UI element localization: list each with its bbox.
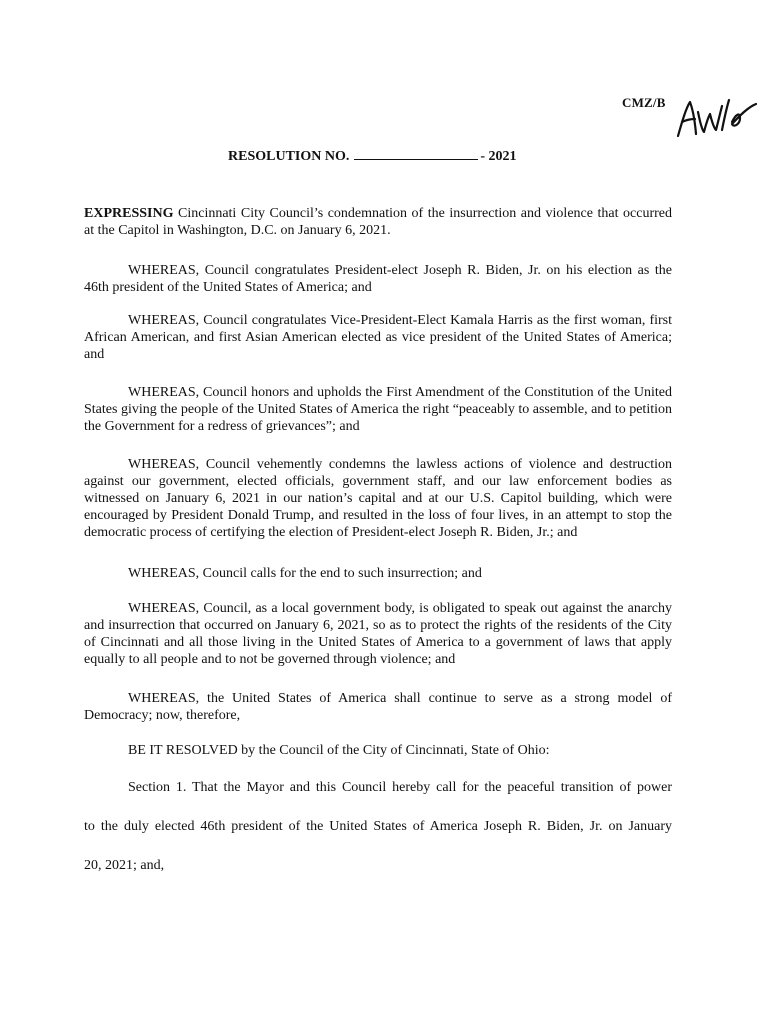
whereas-paragraph-2: WHEREAS, Council congratulates Vice-President-Elect Kamala Harris as the first woman, first African American, and first Asian American elected as vice president of the United States of America; and bbox=[84, 313, 672, 362]
handwritten-initials-signature bbox=[674, 92, 758, 140]
section-1-line-1: Section 1. That the Mayor and this Council hereby call for the peaceful transition of power bbox=[128, 780, 672, 795]
document-code-block bbox=[622, 92, 762, 142]
resolution-title-suffix: - 2021 bbox=[480, 149, 517, 164]
section-1-line-3: 20, 2021; and, bbox=[84, 858, 165, 873]
resolution-title-prefix: RESOLUTION NO. bbox=[228, 149, 350, 164]
expressing-paragraph bbox=[84, 205, 672, 239]
whereas-paragraph-1: WHEREAS, Council congratulates President-elect Joseph R. Biden, Jr. on his election as the 46th president of the United States of America; and bbox=[84, 263, 672, 295]
resolution-title bbox=[228, 147, 517, 165]
expressing-text: Cincinnati City Council’s condemnation of the insurrection and violence that occurred at the Capitol in Washington, D.C. on January 6, 2021. bbox=[84, 206, 672, 238]
whereas-paragraph-4: WHEREAS, Council vehemently condemns the lawless actions of violence and destruction against our government, elected officials, government staff, and our law enforcement bodies as witnessed on January 6, 2021 in our nation’s capital and at our U.S. Capitol building, which were encouraged by President Donald Trump, and resulted in the loss of four lives, in an attempt to stop the democratic process of certifying the election of President-elect Joseph R. Biden, Jr.; and bbox=[84, 457, 672, 540]
be-it-resolved: BE IT RESOLVED by the Council of the City of Cincinnati, State of Ohio: bbox=[128, 743, 550, 758]
expressing-lead: EXPRESSING bbox=[84, 206, 174, 221]
whereas-paragraph-7: WHEREAS, the United States of America shall continue to serve as a strong model of Democracy; now, therefore, bbox=[84, 691, 672, 723]
whereas-paragraph-5: WHEREAS, Council calls for the end to such insurrection; and bbox=[128, 566, 482, 581]
whereas-paragraph-6: WHEREAS, Council, as a local government body, is obligated to speak out against the anarchy and insurrection that occurred on January 6, 2021, so as to protect the rights of the residents of the City of Cincinnati and all those living in the United States of America to a government of laws that apply equally to all people and to not be governed through violence; and bbox=[84, 601, 672, 667]
resolution-number-blank bbox=[354, 147, 478, 160]
document-code: CMZ/B bbox=[622, 95, 666, 110]
section-1-line-2: to the duly elected 46th president of the United States of America Joseph R. Biden, Jr. on January bbox=[84, 819, 672, 834]
whereas-paragraph-3: WHEREAS, Council honors and upholds the First Amendment of the Constitution of the United States giving the people of the United States of America the right “peaceably to assemble, and to petition the Government for a redress of grievances”; and bbox=[84, 385, 672, 434]
